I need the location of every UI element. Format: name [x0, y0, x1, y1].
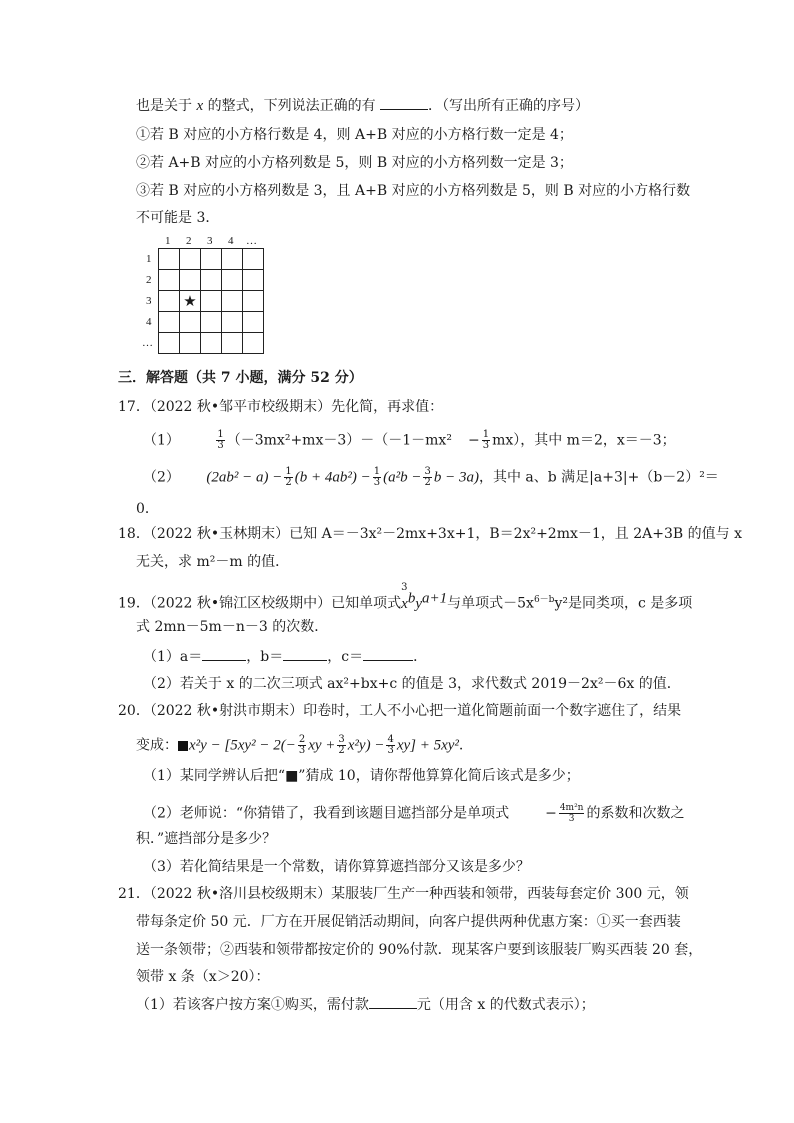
grid-row-header-1: 1 — [146, 253, 152, 265]
q19-line-1: 19．（2022 秋•锦江区校级期中）已知单项式 3 $x^by^{a+1}$与单项式$-5x^{6-b}y^2$是同类项，c 是多项 — [118, 581, 693, 612]
q20-sub-3: （3）若化简结果是一个常数，请你算算遮挡部分又该是多少？ — [143, 859, 530, 875]
q21-line-1: 21．（2022 秋•洛川县校级期末）某服装厂生产一种西装和领带，西装每套定价 300 元，领 — [118, 886, 689, 902]
q21-line-3: 送一条领带；②西装和领带都按定价的 90%付款．现某客户要到该服装厂购买西装 20 套， — [136, 942, 703, 958]
q21-line-4: 领带 x 条（x＞20）： — [136, 969, 270, 985]
grid-col-header-4: 4 — [228, 235, 234, 247]
section-title: 三．解答题（共 7 小题，满分 52 分） — [118, 370, 363, 386]
q20-expression: 变成： x²y − [5xy² − 2(− $\frac{2}{3}$ xy + $\frac{3}{2}$ x²y) − $\frac{4}{3}$ xy] + 5xy². — [136, 734, 464, 756]
fraction: $\frac{1}{2}$ — [285, 466, 292, 488]
square-grid — [158, 248, 264, 354]
option-1: ①若 B 对应的小方格行数是 4，则 A+B 对应的小方格行数一定是 4； — [136, 127, 573, 143]
answer-blank[interactable] — [369, 994, 417, 1009]
masked-square-icon — [178, 741, 188, 751]
q17-part1: （1） $\frac{1}{3}$ （－3mx²+mx－3）－（－1－mx² − $\frac{1}{3}$ mx），其中 m＝2，x＝－3； — [143, 429, 676, 451]
fraction: $\frac{3}{2}$ — [338, 734, 345, 756]
q21-line-2: 带每条定价 50 元．厂方在开展促销活动期间，向客户提供两种优惠方案：①买一套西装 — [136, 914, 681, 930]
fraction: $\frac{1}{3}$ — [217, 429, 224, 451]
q20-sub-1: （1）某同学辨认后把“■”猜成 10，请你帮他算算化简后该式是多少； — [143, 768, 580, 784]
grid-row-header-5: … — [142, 337, 153, 349]
q19-sub-2: （2）若关于 x 的二次三项式 ax²+bx+c 的值是 3，求代数式 2019－2x²－6x 的值． — [143, 676, 681, 692]
option-3b: 不可能是 3． — [136, 210, 220, 226]
q17-part2-end: 0． — [136, 501, 159, 517]
q20-sub-2: （2）老师说：“你猜错了，我看到该题目遮挡部分是单项式 − $\frac{\text{4m²n}}{3}$ 的系数和次数之 — [143, 803, 685, 824]
fraction: $\frac{3}{2}$ — [424, 466, 431, 488]
q19-line-2: 式 2mn－5m－n－3 的次数． — [136, 619, 329, 635]
grid-col-header-3: 3 — [207, 235, 213, 247]
fraction: $\frac{2}{3}$ — [298, 734, 306, 756]
q21-sub-1: （1）若该客户按方案①购买，需付款 元（用含 x 的代数式表示）； — [136, 994, 595, 1015]
q17-part2: （2） (2ab² − a) − $\frac{1}{2}$ (b + 4ab²) − $\frac{1}{3}$ (a²b − $\frac{3}{2}$ b − 3a)，其中 a、b 满足|a+3|+（b－2）²＝ — [143, 466, 719, 488]
fraction: $\frac{1}{3}$ — [482, 429, 490, 451]
grid-col-header-5: … — [246, 235, 257, 247]
answer-blank[interactable] — [380, 95, 428, 110]
option-2: ②若 A+B 对应的小方格列数是 5，则 B 对应的小方格列数一定是 3； — [136, 155, 573, 171]
q18-line-1: 18．（2022 秋•玉林期末）已知 A＝－3x²－2mx+3x+1，B＝2x²+2mx－1，且 2A+3B 的值与 x — [118, 526, 742, 542]
fraction: $\frac{4}{3}$ — [387, 734, 394, 756]
grid-row-header-2: 2 — [146, 274, 152, 286]
answer-blank-c[interactable] — [363, 646, 413, 661]
q18-line-2: 无关，求 m²－m 的值． — [136, 554, 290, 570]
answer-blank-b[interactable] — [283, 646, 327, 661]
grid-row-header-3: 3 — [146, 295, 152, 307]
answer-blank-a[interactable] — [202, 646, 246, 661]
q19-sub-1: （1）a＝ ，b＝ ，c＝ ． — [143, 646, 427, 667]
fraction: $\frac{1}{3}$ — [373, 466, 381, 488]
fraction: $\frac{\text{4m²n}}{3}$ — [559, 803, 584, 824]
q17-head: 17．（2022 秋•邹平市校级期末）先化简，再求值： — [118, 399, 444, 415]
star-icon: ★ — [180, 291, 201, 312]
option-3a: ③若 B 对应的小方格列数是 3，且 A+B 对应的小方格列数是 5，则 B 对应的小方格行数 — [136, 183, 691, 199]
q20-line-1: 20．（2022 秋•射洪市期末）印卷时，工人不小心把一道化简题前面一个数字遮住了，结果 — [118, 703, 682, 719]
grid-col-header-1: 1 — [165, 235, 171, 247]
intro-line-1: 也是关于 x 的整式，下列说法正确的有 ．（写出所有正确的序号） — [136, 95, 589, 116]
q20-sub-2b: 积．”遮挡部分是多少？ — [136, 831, 277, 847]
grid-row-header-4: 4 — [146, 316, 152, 328]
grid-col-header-2: 2 — [186, 235, 192, 247]
